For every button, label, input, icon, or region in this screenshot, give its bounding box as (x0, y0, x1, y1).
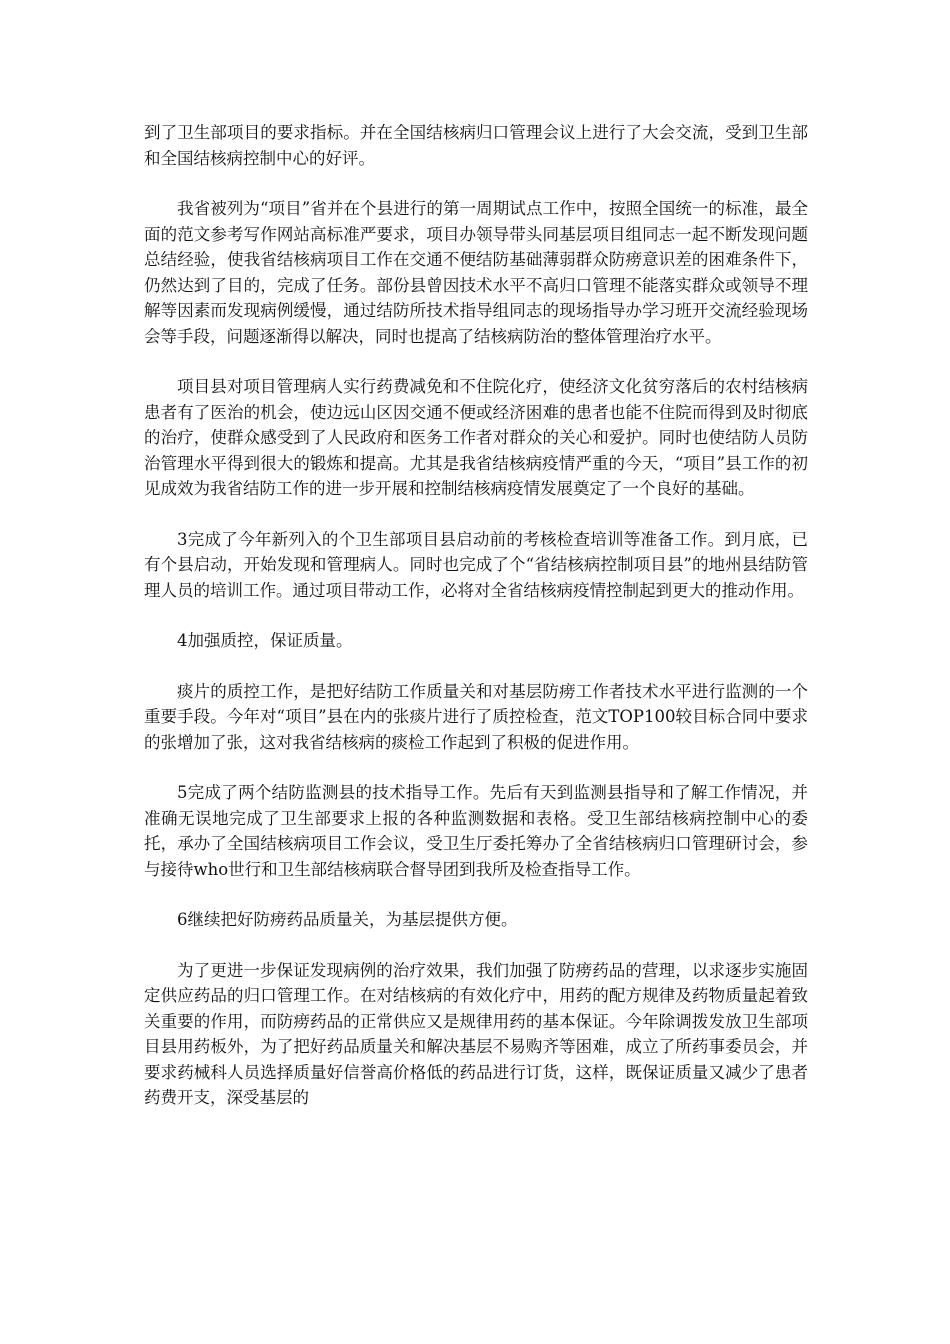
paragraph-6: 痰片的质控工作，是把好结防工作质量关和对基层防痨工作者技术水平进行监测的一个重要手段。今年对“项目”县在内的张痰片进行了质控检查，范文TOP100较目标合同中要求的张增加了张，这对我省结核病的痰检工作起到了积极的促进作用。 (144, 681, 808, 752)
paragraph-7: 5完成了两个结防监测县的技术指导工作。先后有天到监测县指导和了解工作情况，并准确无误地完成了卫生部要求上报的各种监测数据和表格。受卫生部结核病控制中心的委托，承办了全国结核病项目工作会议，受卫生厅委托筹办了全省结核病归口管理研讨会，参与接待who世行和卫生部结核病联合督导团到我所及检查指导工作。 (144, 783, 808, 879)
section-heading-drug-quality: 6继续把好防痨药品质量关，为基层提供方便。 (177, 910, 518, 929)
document-body (144, 120, 808, 1136)
paragraph-3: 项目县对项目管理病人实行药费减免和不住院化疗，使经济文化贫穷落后的农村结核病患者有了医治的机会，使边远山区因交通不便或经济困难的患者也能不住院而得到及时彻底的治疗，使群众感受到了人民政府和医务工作者对群众的关心和爱护。同时也使结防人员防治管理水平得到很大的锻炼和提高。尤其是我省结核病疫情严重的今天，“项目”县工作的初见成效为我省结防工作的进一步开展和控制结核病疫情发展奠定了一个良好的基础。 (144, 377, 808, 498)
paragraph-9: 为了更进一步保证发现病例的治疗效果，我们加强了防痨药品的营理，以求逐步实施固定供应药品的归口管理工作。在对结核病的有效化疗中，用药的配方规律及药物质量起着致关重要的作用，而防痨药品的正常供应又是规律用药的基本保证。今年除调拨发放卫生部项目县用药板外，为了把好药品质量关和解决基层不易购齐等困难，成立了所药事委员会，并要求药械科人员选择质量好信誉高价格低的药品进行订货，这样，既保证质量又减少了患者药费开支，深受基层的 (144, 960, 808, 1107)
paragraph-4: 3完成了今年新列入的个卫生部项目县启动前的考核检查培训等准备工作。到月底，已有个县启动，开始发现和管理病人。同时也完成了个“省结核病控制项目县”的地州县结防管理人员的培训工作。通过项目带动工作，必将对全省结核病疫情控制起到更大的推动作用。 (144, 529, 808, 600)
section-heading-quality-control: 4加强质控，保证质量。 (177, 631, 353, 650)
paragraph-2: 我省被列为“项目”省并在个县进行的第一周期试点工作中，按照全国统一的标准，最全面的范文参考写作网站高标准严要求，项目办领导带头同基层项目组同志一起不断发现问题总结经验，使我省结核病项目工作在交通不便结防基础薄弱群众防痨意识差的困难条件下，仍然达到了目的，完成了任务。部份县曾因技术水平不高归口管理不能落实群众或领导不理解等因素而发现病例缓慢，通过结防所技术指导组同志的现场指导办学习班开交流经验现场会等手段，问题逐渐得以解决，同时也提高了结核病防治的整体管理治疗水平。 (144, 199, 808, 346)
paragraph-1: 到了卫生部项目的要求指标。并在全国结核病归口管理会议上进行了大会交流，受到卫生部和全国结核病控制中心的好评。 (144, 123, 808, 168)
